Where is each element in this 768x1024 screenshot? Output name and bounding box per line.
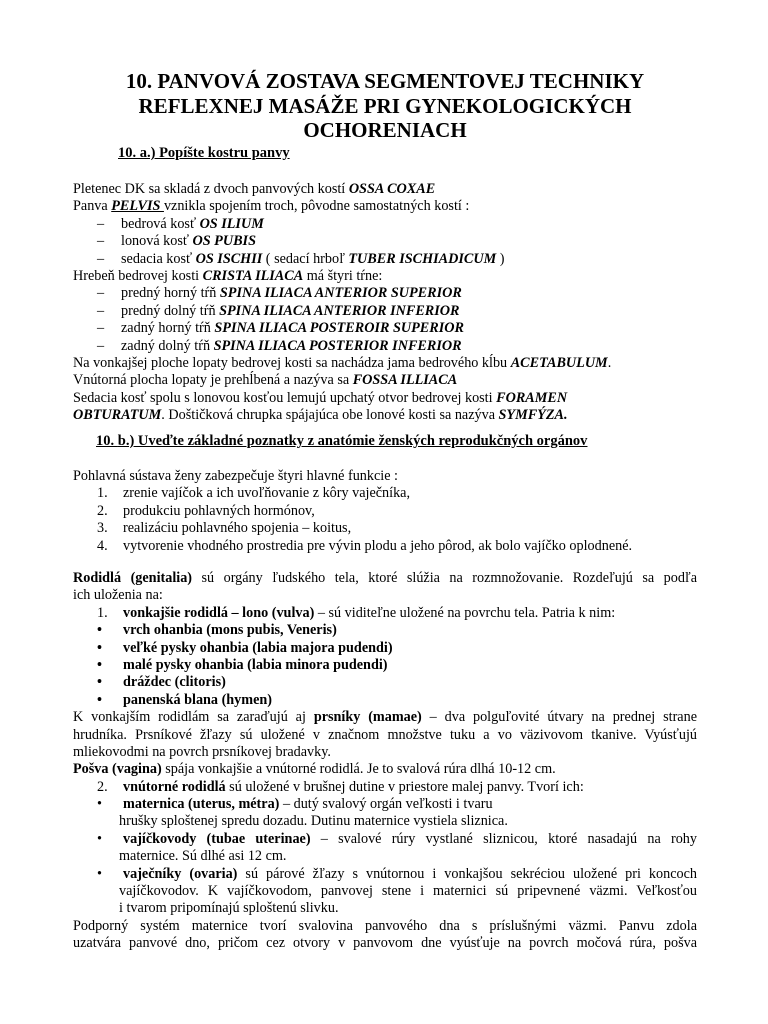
text-span: predný horný tŕň bbox=[121, 285, 220, 302]
text-span: predný dolný tŕň bbox=[121, 302, 220, 319]
section-b-heading bbox=[96, 433, 587, 450]
text-span: sú uložené v brušnej dutine v priestore malej panvy. Tvorí ich: bbox=[225, 778, 584, 795]
paragraph-line bbox=[73, 372, 697, 389]
bullet-continuation: i tvarom pripomínajú sploštenú slivku. bbox=[119, 900, 339, 917]
bullet-item bbox=[73, 622, 697, 639]
latin-term: PELVIS bbox=[111, 198, 164, 215]
text-span: Panva bbox=[73, 198, 112, 215]
section-b-body bbox=[73, 570, 697, 953]
section-a-body bbox=[73, 181, 697, 424]
bold-term: vnútorné rodidlá bbox=[123, 778, 226, 795]
list-item bbox=[73, 251, 697, 268]
paragraph-line: mliekovodmi na povrch prsníkovej bradavky. bbox=[73, 743, 331, 760]
bullet-item bbox=[73, 692, 697, 709]
text-span: . bbox=[607, 354, 612, 371]
heading-number: 10. bbox=[96, 433, 118, 449]
text-span: – dutý svalový orgán veľkosti i tvaru bbox=[279, 796, 493, 813]
text-span: vytvorenie vhodného prostredia pre vývin plodu a jeho pôrod, ak bolo vajíčko oplodnené. bbox=[123, 537, 633, 554]
bold-term: vonkajšie rodidlá – lono (vulva) bbox=[123, 604, 315, 621]
text-span: Sedacia kosť spolu s lonovou kosťou lemujú upchatý otvor bedrovej kosti bbox=[73, 389, 497, 406]
bold-term: vaječníky (ovaria) bbox=[123, 865, 238, 882]
paragraph-line bbox=[73, 198, 697, 215]
title-line: REFLEXNEJ MASÁŽE PRI GYNEKOLOGICKÝCH bbox=[138, 93, 632, 118]
text-span: Hrebeň bedrovej kosti bbox=[73, 267, 203, 284]
latin-term: OS ILIUM bbox=[199, 215, 264, 232]
paragraph-line bbox=[73, 390, 697, 407]
text-span: malé pysky ohanbia (labia minora pudendi) bbox=[123, 656, 388, 673]
list-item bbox=[73, 285, 697, 302]
bullet-marker: • bbox=[97, 674, 102, 691]
text-span: ( sedací hrboľ bbox=[262, 250, 349, 267]
numbered-item bbox=[73, 485, 697, 502]
latin-term: ACETABULUM bbox=[510, 354, 608, 371]
text-span: zadný dolný tŕň bbox=[121, 337, 214, 354]
latin-term: OSSA COXAE bbox=[348, 181, 436, 197]
bold-term: Rodidlá (genitalia) bbox=[73, 570, 193, 586]
numbered-item bbox=[73, 605, 697, 622]
text-span: sú orgány ľudského tela, ktoré slúžia na rozmnožovanie. Rozdeľujú sa podľa bbox=[192, 570, 697, 586]
text-span: bedrová kosť bbox=[121, 215, 200, 232]
numbered-item bbox=[73, 779, 697, 796]
text-span: má štyri tŕne: bbox=[303, 267, 383, 284]
text-span: – sú viditeľne uložené na povrchu tela. Patria k nim: bbox=[314, 604, 616, 621]
bullet-marker: • bbox=[97, 656, 102, 673]
bullet-marker: • bbox=[97, 865, 102, 882]
latin-term: OBTURATUM bbox=[73, 407, 162, 424]
paragraph-line: Pohlavná sústava ženy zabezpečuje štyri hlavné funkcie : bbox=[73, 468, 399, 484]
bullet-continuation: hrušky sploštenej spredu dozadu. Dutinu maternice vystiela sliznica. bbox=[119, 813, 508, 830]
document-title bbox=[60, 69, 710, 143]
title-line: 10. PANVOVÁ ZOSTAVA SEGMENTOVEJ TECHNIKY bbox=[125, 69, 645, 93]
bullet-marker: • bbox=[97, 830, 102, 847]
paragraph-line bbox=[73, 709, 697, 726]
bullet-continuation: vajíčkovodov. K vajíčkovodom, panvovej stene i maternici sú pripevnené väzmi. Veľkosťou bbox=[119, 883, 697, 900]
paragraph-line bbox=[73, 268, 697, 285]
bullet-item bbox=[73, 796, 697, 813]
paragraph-line bbox=[73, 355, 697, 372]
latin-term: OS ISCHII bbox=[195, 250, 263, 267]
text-span: Na vonkajšej ploche lopaty bedrovej kosti sa nachádza jama bedrového kĺbu bbox=[73, 354, 511, 371]
text-span: panenská blana (hymen) bbox=[123, 691, 273, 708]
text-span: vrch ohanbia (mons pubis, Veneris) bbox=[123, 622, 337, 639]
list-number: 1. bbox=[97, 604, 108, 621]
list-number: 1. bbox=[97, 485, 108, 502]
latin-term: SPINA ILIACA POSTEROIR SUPERIOR bbox=[214, 320, 464, 337]
list-item bbox=[73, 320, 697, 337]
bold-term: vajíčkovody (tubae uterinae) bbox=[123, 830, 311, 847]
heading-text: b.) Uveďte základné poznatky z anatómie ženských reprodukčných orgánov bbox=[117, 433, 588, 449]
text-span: K vonkajším rodidlám sa zaraďujú aj bbox=[73, 709, 314, 726]
list-number: 2. bbox=[97, 778, 108, 795]
latin-term: OS PUBIS bbox=[192, 233, 256, 250]
paragraph-line bbox=[73, 761, 697, 778]
latin-term: SPINA ILIACA ANTERIOR SUPERIOR bbox=[219, 285, 462, 302]
bullet-continuation: maternice. Sú dlhé asi 12 cm. bbox=[119, 848, 287, 865]
text-span: spája vonkajšie a vnútorné rodidlá. Je to svalová rúra dlhá 10-12 cm. bbox=[161, 761, 556, 778]
paragraph-line bbox=[73, 181, 697, 198]
bullet-item bbox=[73, 640, 697, 657]
latin-term: TUBER ISCHIADICUM bbox=[348, 250, 497, 267]
paragraph-line bbox=[73, 570, 697, 587]
bullet-item bbox=[73, 866, 697, 883]
section-b-intro bbox=[73, 468, 697, 555]
text-span: Vnútorná plocha lopaty je prehĺbená a nazýva sa bbox=[73, 372, 353, 389]
section-a-heading: 10. a.) Popíšte kostru panvy bbox=[118, 145, 290, 161]
title-line: OCHORENIACH bbox=[303, 118, 467, 142]
bullet-item bbox=[73, 674, 697, 691]
paragraph-line: Podporný systém maternice tvorí svalovina panvového dna s príslušnými väzmi. Panvu zdola bbox=[73, 917, 697, 934]
latin-term: FOSSA ILLIACA bbox=[352, 372, 458, 389]
list-number: 3. bbox=[97, 520, 108, 537]
text-span: sedacia kosť bbox=[121, 250, 196, 267]
bullet-marker: • bbox=[97, 639, 102, 656]
dash-marker: – bbox=[97, 320, 105, 337]
list-number: 4. bbox=[97, 537, 108, 554]
numbered-item bbox=[73, 538, 697, 555]
list-number: 2. bbox=[97, 502, 108, 519]
list-item bbox=[73, 216, 697, 233]
text-span: produkciu pohlavných hormónov, bbox=[123, 502, 315, 519]
numbered-item bbox=[73, 503, 697, 520]
bullet-marker: • bbox=[97, 796, 102, 813]
paragraph-line: uzatvára panvové dno, pričom cez otvory v panvovom dne vyúsťuje na povrch močová rúra, pošva bbox=[73, 935, 697, 952]
text-span: Pletenec DK sa skladá z dvoch panvových kostí bbox=[73, 181, 349, 197]
text-span: zrenie vajíčok a ich uvoľňovanie z kôry vaječníka, bbox=[123, 485, 411, 502]
bullet-item bbox=[73, 831, 697, 848]
bullet-marker: • bbox=[97, 622, 102, 639]
latin-term: SPINA ILIACA POSTERIOR INFERIOR bbox=[213, 337, 462, 354]
dash-marker: – bbox=[97, 302, 105, 319]
text-span: ) bbox=[496, 250, 505, 267]
latin-term: CRISTA ILIACA bbox=[202, 267, 304, 284]
bullet-item bbox=[73, 657, 697, 674]
bold-term: Pošva (vagina) bbox=[73, 761, 162, 778]
dash-marker: – bbox=[97, 233, 105, 250]
dash-marker: – bbox=[97, 215, 105, 232]
numbered-item bbox=[73, 520, 697, 537]
bullet-marker: • bbox=[97, 691, 102, 708]
paragraph-line bbox=[73, 407, 697, 424]
latin-term: FORAMEN bbox=[496, 389, 568, 406]
bold-term: maternica (uterus, métra) bbox=[123, 796, 280, 813]
dash-marker: – bbox=[97, 337, 105, 354]
text-span: . Doštičková chrupka spájajúca obe lonové kosti sa nazýva bbox=[161, 407, 499, 424]
text-span: sú párové žľazy s vnútornou i vonkajšou sekréciou uložené pri koncoch bbox=[237, 865, 697, 882]
text-span: zadný horný tŕň bbox=[121, 320, 215, 337]
paragraph-line: hrudníka. Prsníkové žľazy sú uložené v značnom množstve tuku a vo väzivovom tkanive. Vyúsťujú bbox=[73, 726, 697, 743]
text-span: – dva polguľovité útvary na prednej strane bbox=[421, 709, 697, 726]
bold-term: prsníky (mamae) bbox=[313, 709, 422, 726]
paragraph-line: ich uloženia na: bbox=[73, 587, 163, 604]
latin-term: SYMFÝZA. bbox=[498, 407, 568, 424]
list-item bbox=[73, 338, 697, 355]
dash-marker: – bbox=[97, 250, 105, 267]
text-span: – svalové rúry vystlané sliznicou, ktoré nasadajú na rohy bbox=[310, 830, 697, 847]
list-item bbox=[73, 233, 697, 250]
list-item bbox=[73, 303, 697, 320]
text-span: dráždec (clitoris) bbox=[123, 674, 226, 691]
text-span: veľké pysky ohanbia (labia majora pudendi) bbox=[123, 639, 393, 656]
dash-marker: – bbox=[97, 285, 105, 302]
text-span: lonová kosť bbox=[121, 233, 193, 250]
text-span: realizáciu pohlavného spojenia – koitus, bbox=[123, 520, 352, 537]
text-span: vznikla spojením troch, pôvodne samostatných kostí : bbox=[163, 198, 470, 215]
latin-term: SPINA ILIACA ANTERIOR INFERIOR bbox=[219, 302, 460, 319]
